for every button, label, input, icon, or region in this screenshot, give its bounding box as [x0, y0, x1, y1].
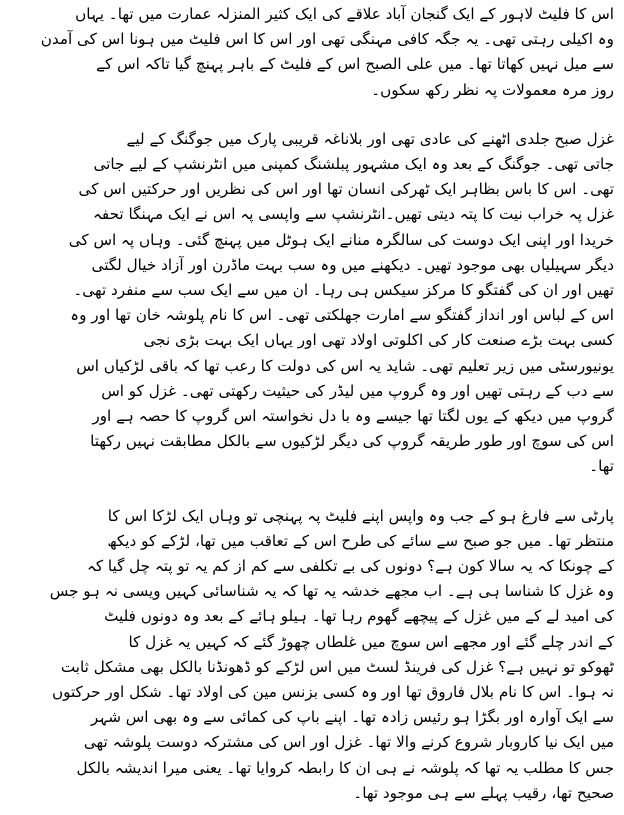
text-line: ٹھوکو تو نہیں ہے؟ غزل کی فرینڈ لسٹ میں اس لڑکے کو ڈھونڈنا بالکل بھی مشکل ثابت — [60, 657, 614, 676]
text-line: کے اندر چلے گئے اور مجھے اس سوچ میں غلطاں چھوڑ گئے کہ کہیں یہ غزل کا — [128, 632, 614, 651]
text-line: سے دب کے رہتی تھیں اور وہ گروپ میں لیڈر کی حیثیت رکھتی تھی۔ غزل کو اس — [101, 381, 614, 400]
text-line: اس کا فلیٹ لاہور کے ایک گنجان آباد علاقے کی ایک کثیر المنزلہ عمارت میں تھا۔ یہاں — [75, 5, 614, 23]
text-line: منتظر تھا۔ میں جو صبح سے سائے کی طرح اس کے تعاقب میں تھا، لڑکے کو دیکھ — [107, 531, 614, 550]
text-line: جس کا مطلب یہ تھا کہ پلوشہ نے ہی ان کا رابطہ کروایا تھا۔ یعنی میرا اندیشہ بالکل — [76, 758, 614, 777]
text-line: تھا۔ — [589, 457, 614, 476]
text-line: دیگر سہیلیاں بھی موجود تھیں۔ دیکھنے میں وہ سب بہت ماڈرن اور آزاد خیال لگتی — [91, 255, 614, 274]
text-line: کی امید لے کے میں غزل کے پیچھے گھوم رہا تھا۔ ہیلو ہائے کے بعد وہ دونوں فلیٹ — [104, 607, 614, 626]
text-line: یونیورسٹی میں زیر تعلیم تھی۔ شاید یہ اس کی دولت کا رعب تھا کہ باقی لڑکیاں اس — [76, 356, 614, 375]
text-line: کے چونکا کہ یہ سالا کون ہے؟ دونوں کی بے تکلفی سے کم از کم یہ تو پتہ چل گیا کہ — [86, 557, 614, 576]
paragraph-spacer — [6, 480, 614, 504]
text-line: صحیح تھا، رقیب پہلے سے ہی موجود تھا۔ — [353, 783, 614, 802]
paragraph-3 — [6, 504, 614, 806]
text-line: نہ ہوا۔ اس کا نام بلال فاروق تھا اور وہ کسی بزنس مین کی اولاد تھا۔ شکل اور حرکتوں — [51, 683, 614, 702]
text-line: غزل صبح جلدی اٹھنے کی عادی تھی اور بلاناغہ قریبی پارک میں جوگنگ کے لیے — [126, 129, 614, 148]
paragraph-1 — [6, 2, 614, 103]
text-line: میں ایک نیا کاروبار شروع کرنے والا تھا۔ غزل اور اس کی مشترکہ دوست پلوشہ تھی — [83, 733, 614, 752]
text-line: اس کی سوچ اور طور طریقہ گروپ کی دیگر لڑکیوں سے بالکل مطابقت نہیں رکھتا — [90, 432, 614, 451]
text-line: غزل پہ خراب نیت کا پتہ دیتی تھیں۔انٹرنشپ سے واپسی پہ اس نے ایک مہنگا تحفہ — [93, 205, 614, 224]
text-line: تھی۔ اس کا باس بظاہر ایک ٹھرکی انسان تھا اور اس کی نظریں اور حرکتیں اس کی — [78, 180, 614, 199]
paragraph-2 — [6, 127, 614, 480]
paragraph-spacer — [6, 103, 614, 127]
text-line: پارٹی سے فارغ ہو کے جب وہ واپس اپنے فلیٹ پہ پہنچی تو وہاں ایک لڑکا اس کا — [107, 506, 614, 525]
text-line: سے میل نہیں کھاتا تھا۔ میں علی الصبح اس کے فلیٹ کے باہر پہنچ گیا تاکہ اس کے — [96, 55, 614, 74]
text-line: وہ اکیلی رہتی تھی۔ یہ جگہ کافی مہنگی تھی اور اس کا اس فلیٹ میں ہونا اس کی آمدن — [40, 30, 614, 49]
text-line: گروپ میں دیکھ کے یوں لگتا تھا جیسے وہ با دل نخواستہ اس گروپ کا حصہ ہے اور — [92, 407, 614, 426]
text-line: کسی بہت بڑے صنعت کار کی اکلوتی اولاد تھی اور یہاں ایک بہت بڑی نجی — [143, 331, 614, 350]
text-line: سے ایک آوارہ اور بگڑا ہو رئیس زادہ تھا۔ اپنے باپ کی کمائی سے وہ بھی اس شہر — [90, 708, 614, 727]
text-line: تھیں اور ان کی گفتگو کا مرکز سیکس ہی رہا۔ ان میں سے ایک سب سے منفرد تھی۔ — [73, 281, 614, 300]
text-line: اس کے لباس اور انداز گفتگو سے امارت جھلکتی تھی۔ اس کا نام پلوشہ خان تھا اور وہ — [70, 306, 614, 325]
text-line: خریدا اور اپنی ایک دوست کی سالگرہ منانے ایک ہوٹل میں پہنچ گئی۔ وہاں پہ اس کی — [68, 230, 614, 249]
text-line: جاتی تھی۔ جوگنگ کے بعد وہ ایک مشہور پبلشنگ کمپنی میں انٹرنشپ کے لیے جاتی — [93, 155, 614, 174]
text-line: روز مرہ معمولات پہ نظر رکھ سکوں۔ — [371, 80, 614, 99]
text-line: وہ غزل کا شناسا ہی ہے۔ اب مجھے خدشہ یہ تھا کہ یہ شناسائی کہیں ویسی نہ ہو جس — [49, 582, 614, 601]
